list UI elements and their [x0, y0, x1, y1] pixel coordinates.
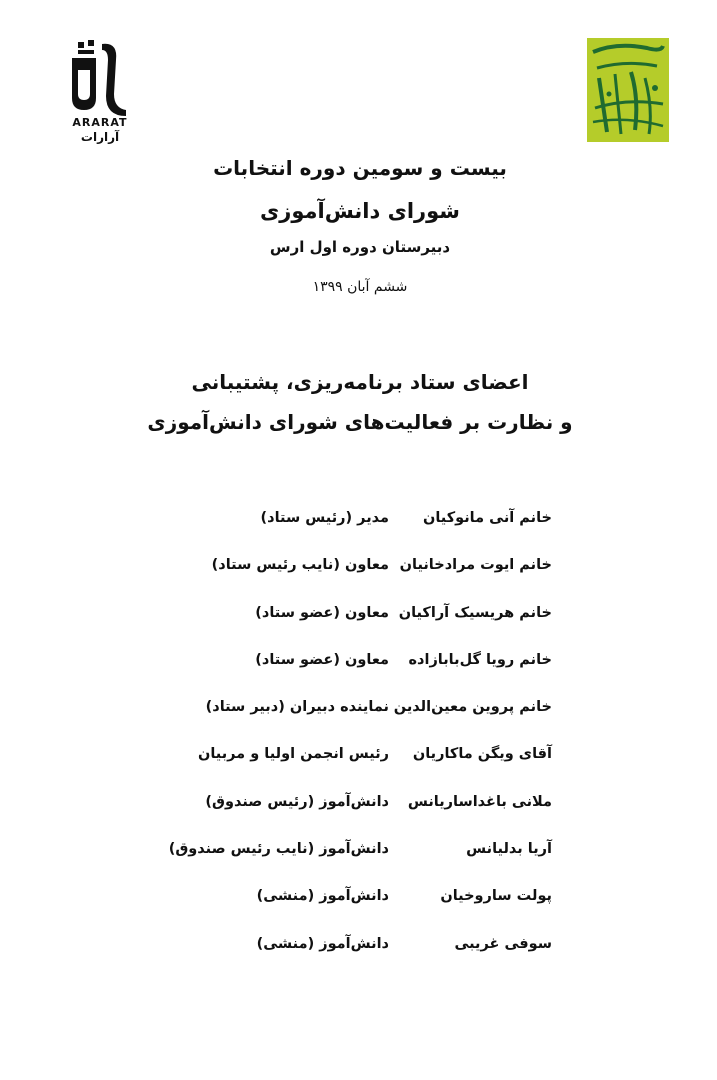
- member-row: [0, 835, 717, 882]
- ararat-logo: [64, 36, 136, 146]
- member-name: خانم ایوت مرادخانیان: [399, 557, 552, 574]
- member-name: سوفی غریبی: [454, 935, 552, 952]
- member-role: معاون (نایب رئیس ستاد): [211, 557, 389, 574]
- member-role: دانش‌آموز (منشی): [256, 888, 389, 905]
- member-row: [0, 788, 717, 835]
- council-title: شورای دانش‌آموزی: [260, 199, 460, 223]
- ararat-logo-persian: آرارات: [80, 130, 120, 144]
- member-role: دانش‌آموز (منشی): [256, 935, 389, 952]
- member-name: پولت ساروخیان: [440, 888, 552, 905]
- school-name: دبیرستان دوره اول ارس: [269, 238, 451, 256]
- election-title: بیست و سومین دوره انتخابات: [213, 156, 507, 180]
- member-name: ملانی باغداساریانس: [407, 793, 552, 810]
- member-name: آریا بدلیانس: [466, 841, 552, 858]
- member-role: رئیس انجمن اولیا و مربیان: [197, 746, 389, 763]
- member-row: [0, 504, 717, 551]
- member-role: دانش‌آموز (رئیس صندوق): [205, 793, 389, 810]
- member-name: خانم هریسیک آراکیان: [398, 604, 552, 621]
- committee-title-line1: اعضای ستاد برنامه‌ریزی، پشتیبانی: [191, 370, 529, 394]
- member-row: [0, 551, 717, 598]
- school-management-logo: [587, 38, 669, 142]
- member-role: نماینده دبیران (دبیر ستاد): [205, 699, 389, 716]
- members-list: [0, 504, 717, 977]
- member-role: مدیر (رئیس ستاد): [260, 510, 389, 526]
- member-name: خانم رویا گل‌بابازاده: [408, 651, 552, 668]
- member-role: دانش‌آموز (نایب رئیس صندوق): [168, 841, 389, 858]
- header: [150, 150, 570, 302]
- calligraphy-emblem: [587, 38, 669, 142]
- member-name: خانم آنی مانوکیان: [422, 510, 552, 526]
- member-name: آقای ویگن ماکاریان: [412, 746, 552, 763]
- member-row: [0, 882, 717, 929]
- committee-title: [120, 362, 600, 442]
- date: ششم آبان ۱۳۹۹: [312, 279, 408, 295]
- member-row: [0, 693, 717, 740]
- member-row: [0, 930, 717, 977]
- committee-title-line2: و نظارت بر فعالیت‌های شورای دانش‌آموزی: [147, 410, 573, 434]
- member-role: معاون (عضو ستاد): [255, 604, 389, 621]
- member-row: [0, 740, 717, 787]
- member-name: خانم پروین معین‌الدین: [393, 699, 552, 716]
- member-role: معاون (عضو ستاد): [255, 651, 389, 668]
- member-row: [0, 599, 717, 646]
- ararat-logo-latin: ARARAT: [72, 116, 128, 129]
- member-row: [0, 646, 717, 693]
